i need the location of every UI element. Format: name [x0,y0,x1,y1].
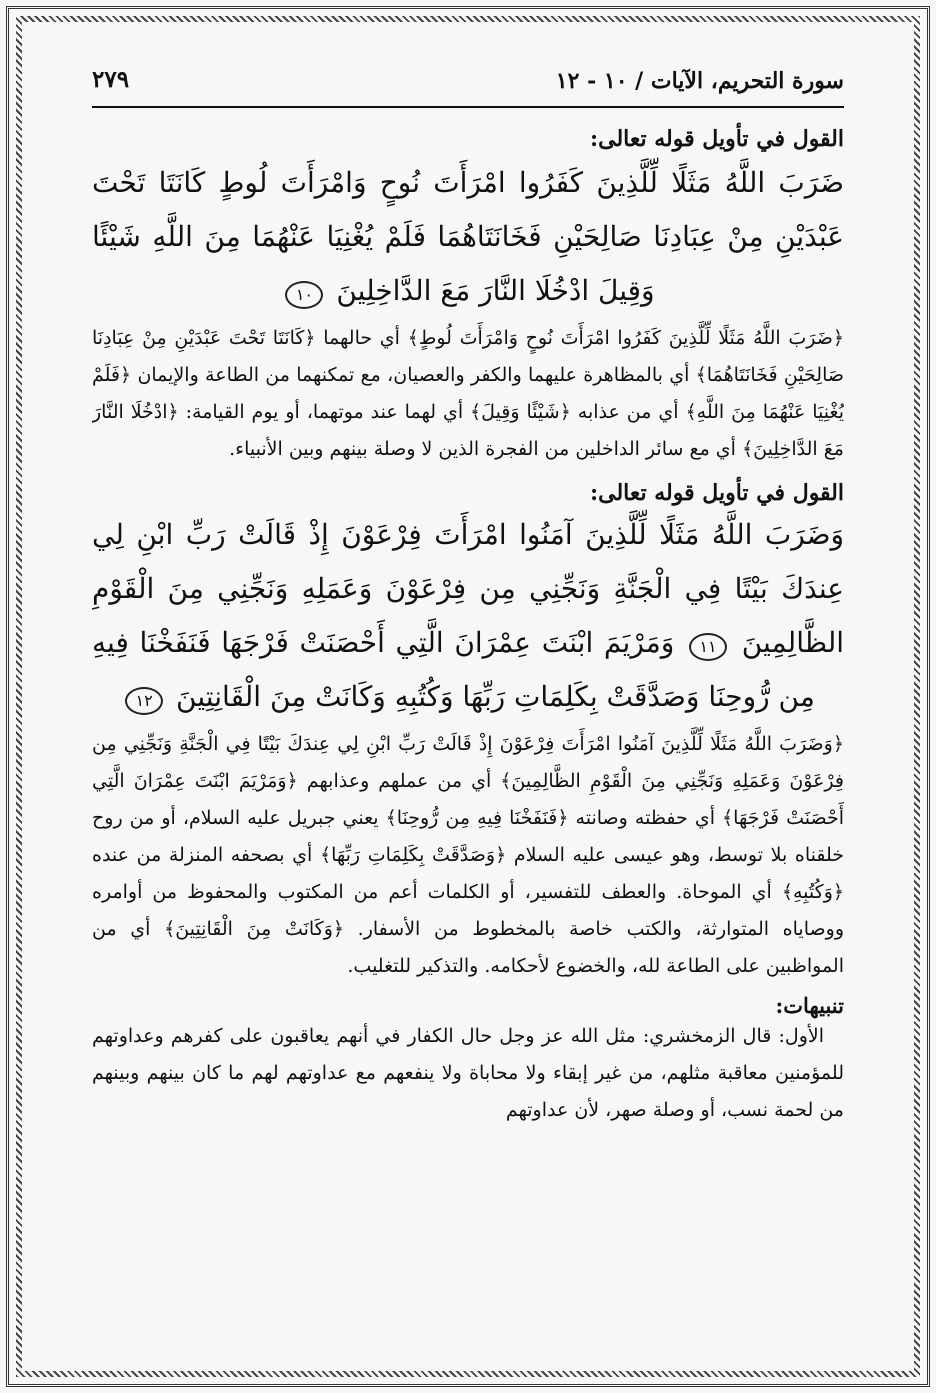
book-page [92,58,844,1358]
verse-number-marker: ١١ [689,633,727,661]
page-number: ٢٧٩ [92,66,130,93]
verse-text: ضَرَبَ اللَّهُ مَثَلًا لِّلَّذِينَ كَفَرُوا امْرَأَتَ نُوحٍ وَامْرَأَتَ لُوطٍ كَانَتَا تَحْتَ عَبْدَيْنِ مِنْ عِبَادِنَا صَالِحَيْنِ فَخَانَتَاهُمَا فَلَمْ يُغْنِيَا عَنْهُمَا مِنَ اللَّهِ شَيْئًا وَقِيلَ ادْخُلَا النَّارَ مَعَ الدَّاخِلِينَ [92,166,844,307]
section-heading: القول في تأويل قوله تعالى: [590,126,844,152]
quran-verse [92,508,844,724]
notes-paragraph: الأول: قال الزمخشري: مثل الله عز وجل حال الكفار في أنهم يعاقبون على كفرهم وعداوتهم للمؤمنين معاقبة مثلهم، من غير إبقاء ولا محاباة ولا ينفعهم مع عداوتهم لهم ما كان بينهم وبينهم من لحمة نسب، أو وصلة صهر، لأن عداوتهم [92,1025,844,1121]
quran-verse [92,156,844,318]
verse-text: وَضَرَبَ اللَّهُ مَثَلًا لِّلَّذِينَ آمَنُوا امْرَأَتَ فِرْعَوْنَ إِذْ قَالَتْ رَبِّ ابْنِ لِي عِندَكَ بَيْتًا فِي الْجَنَّةِ وَنَجِّنِي مِن فِرْعَوْنَ وَعَمَلِهِ وَنَجِّنِي مِنَ الْقَوْمِ الظَّالِمِينَ [92,518,844,659]
section-verses-11-12 [92,480,844,985]
section-heading: القول في تأويل قوله تعالى: [590,480,844,506]
verse-text: وَمَرْيَمَ ابْنَتَ عِمْرَانَ الَّتِي أَحْصَنَتْ فَرْجَهَا فَنَفَخْنَا فِيهِ مِن رُّوحِنَا وَصَدَّقَتْ بِكَلِمَاتِ رَبِّهَا وَكُتُبِهِ وَكَانَتْ مِنَ الْقَانِتِينَ [92,626,815,713]
verse-number-marker: ١٢ [125,687,163,715]
tafsir-paragraph: ﴿وَضَرَبَ اللَّهُ مَثَلًا لِّلَّذِينَ آمَنُوا امْرَأَتَ فِرْعَوْنَ إِذْ قَالَتْ رَبِّ ابْنِ لِي عِندَكَ بَيْتًا فِي الْجَنَّةِ وَنَجِّنِي مِن فِرْعَوْنَ وَعَمَلِهِ وَنَجِّنِي مِنَ الْقَوْمِ الظَّالِمِينَ﴾ أي من عملهم وعذابهم ﴿وَمَرْيَمَ ابْنَتَ عِمْرَانَ الَّتِي أَحْصَنَتْ فَرْجَهَا﴾ أي حفظته وصانته ﴿فَنَفَخْنَا فِيهِ مِن رُّوحِنَا﴾ يعني جبريل عليه السلام، أو من روح خلقناه بلا توسط، وهو عيسى عليه السلام ﴿وَصَدَّقَتْ بِكَلِمَاتِ رَبِّهَا﴾ أي بصحفه المنزلة من عنده ﴿وَكُتُبِهِ﴾ أي الموحاة. والعطف للتفسير، أو الكلمات أعم من المكتوب والمحفوظ من أوامره ووصاياه المتوارثة، والكتب خاصة بالمخطوط من الأسفار. ﴿وَكَانَتْ مِنَ الْقَانِتِينَ﴾ أي من المواظبين على الطاعة لله، والخضوع لأحكامه. والتذكير للتغليب. [92,733,844,977]
notes-heading: تنبيهات: [775,993,844,1018]
section-verses-10 [92,126,844,468]
running-header [92,58,844,108]
verse-number-marker: ١٠ [285,281,323,309]
header-title: سورة التحريم، الآيات / ١٠ - ١٢ [555,68,844,94]
notes-section [92,993,844,1129]
tafsir-paragraph: ﴿ضَرَبَ اللَّهُ مَثَلًا لِّلَّذِينَ كَفَرُوا امْرَأَتَ نُوحٍ وَامْرَأَتَ لُوطٍ﴾ أي حالهما ﴿كَانَتَا تَحْتَ عَبْدَيْنِ مِنْ عِبَادِنَا صَالِحَيْنِ فَخَانَتَاهُمَا﴾ أي بالمظاهرة عليهما والكفر والعصيان، مع تمكنهما من الطاعة والإيمان ﴿فَلَمْ يُغْنِيَا عَنْهُمَا مِنَ اللَّهِ﴾ أي من عذابه ﴿شَيْئًا وَقِيلَ﴾ أي لهما عند موتهما، أو يوم القيامة: ﴿ادْخُلَا النَّارَ مَعَ الدَّاخِلِينَ﴾ أي مع سائر الداخلين من الفجرة الذين لا وصلة بينهم وبين الأنبياء. [92,327,844,460]
